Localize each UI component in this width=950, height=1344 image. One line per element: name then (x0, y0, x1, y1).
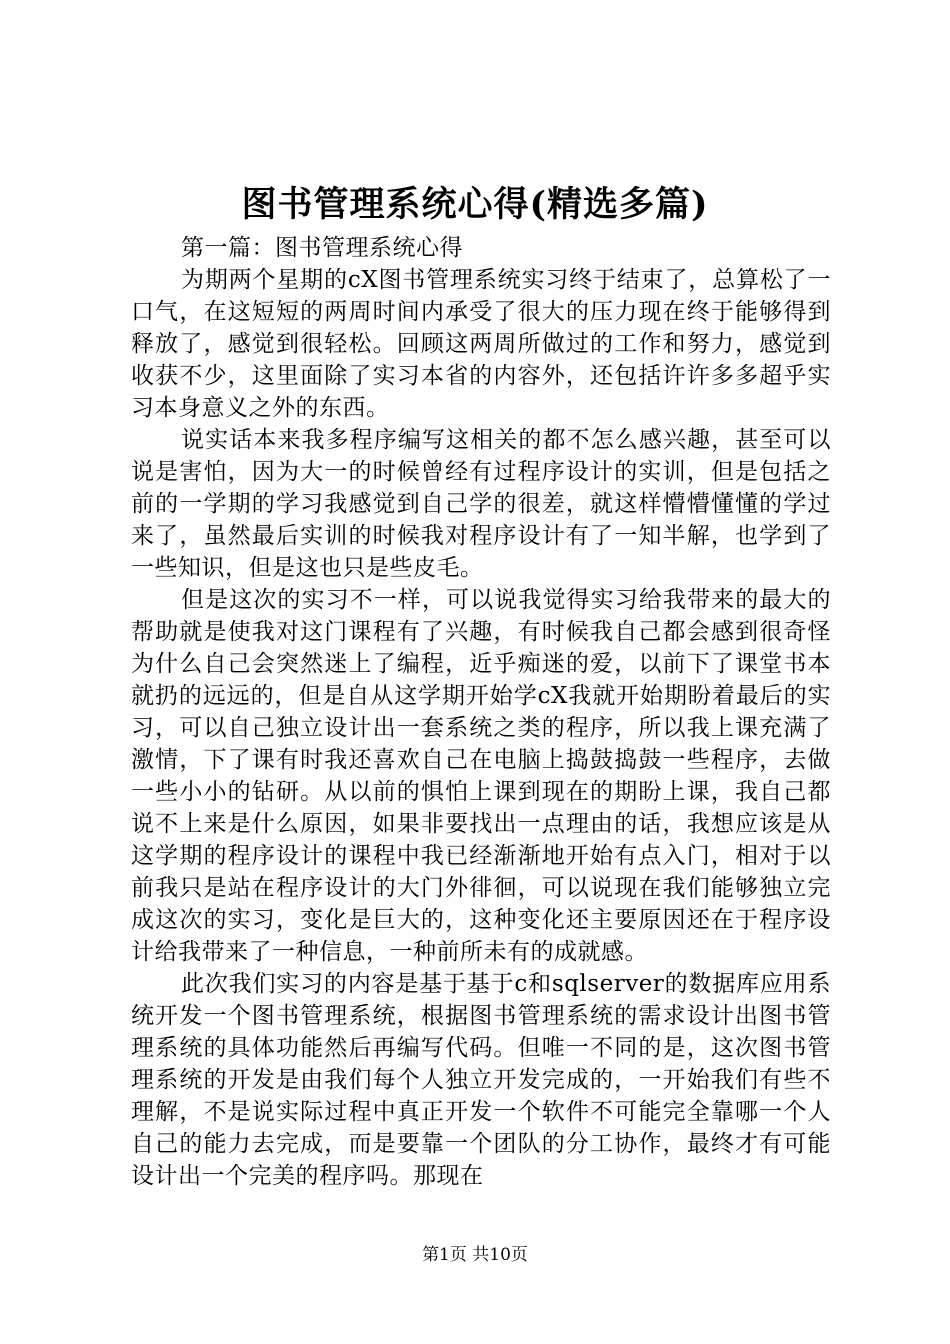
paragraph: 为期两个星期的cX图书管理系统实习终于结束了，总算松了一口气，在这短短的两周时间内承受了很大的压力现在终于能够得到释放了，感觉到很轻松。回顾这两周所做过的工作和努力，感觉到收获不少，这里面除了实习本省的内容外，还包括许许多多超乎实习本身意义之外的东西。 (131, 267, 831, 421)
document-title: 图书管理系统心得(精选多篇) (241, 184, 709, 225)
paragraph: 此次我们实习的内容是基于基于c和sqlserver的数据库应用系统开发一个图书管理系统，根据图书管理系统的需求设计出图书管理系统的具体功能然后再编写代码。但唯一不同的是，这次图书管理系统的开发是由我们每个人独立开发完成的，一开始我们有些不理解，不是说实际过程中真正开发一个软件不可能完全靠哪一个人自己的能力去完成，而是要靠一个团队的分工协作，最终才有可能设计出一个完美的程序吗。那现在 (131, 971, 831, 1189)
paragraph: 说实话本来我多程序编写这相关的都不怎么感兴趣，甚至可以说是害怕，因为大一的时候曾经有过程序设计的实训，但是包括之前的一学期的学习我感觉到自己学的很差，就这样懵懵懂懂的学过来了，虽然最后实训的时候我对程序设计有了一知半解，也学到了一些知识，但是这也只是些皮毛。 (131, 427, 831, 581)
paragraph: 但是这次的实习不一样，可以说我觉得实习给我带来的最大的帮助就是使我对这门课程有了兴趣，有时候我自己都会感到很奇怪为什么自己会突然迷上了编程，近乎痴迷的爱，以前下了课堂书本就扔的远远的，但是自从这学期开始学cX我就开始期盼着最后的实习，可以自己独立设计出一套系统之类的程序，所以我上课充满了激情，下了课有时我还喜欢自己在电脑上捣鼓捣鼓一些程序，去做一些小小的钻研。从以前的惧怕上课到现在的期盼上课，我自己都说不上来是什么原因，如果非要找出一点理由的话，我想应该是从这学期的程序设计的课程中我已经渐渐地开始有点入门，相对于以前我只是站在程序设计的大门外徘徊，可以说现在我们能够独立完成这次的实习，变化是巨大的，这种变化还主要原因还在于程序设计给我带来了一种信息，一种前所未有的成就感。 (131, 587, 831, 965)
section-heading: 第一篇：图书管理系统心得 (181, 235, 463, 261)
document-body (131, 232, 831, 1192)
page-footer: 第1页 共10页 (422, 1245, 528, 1265)
